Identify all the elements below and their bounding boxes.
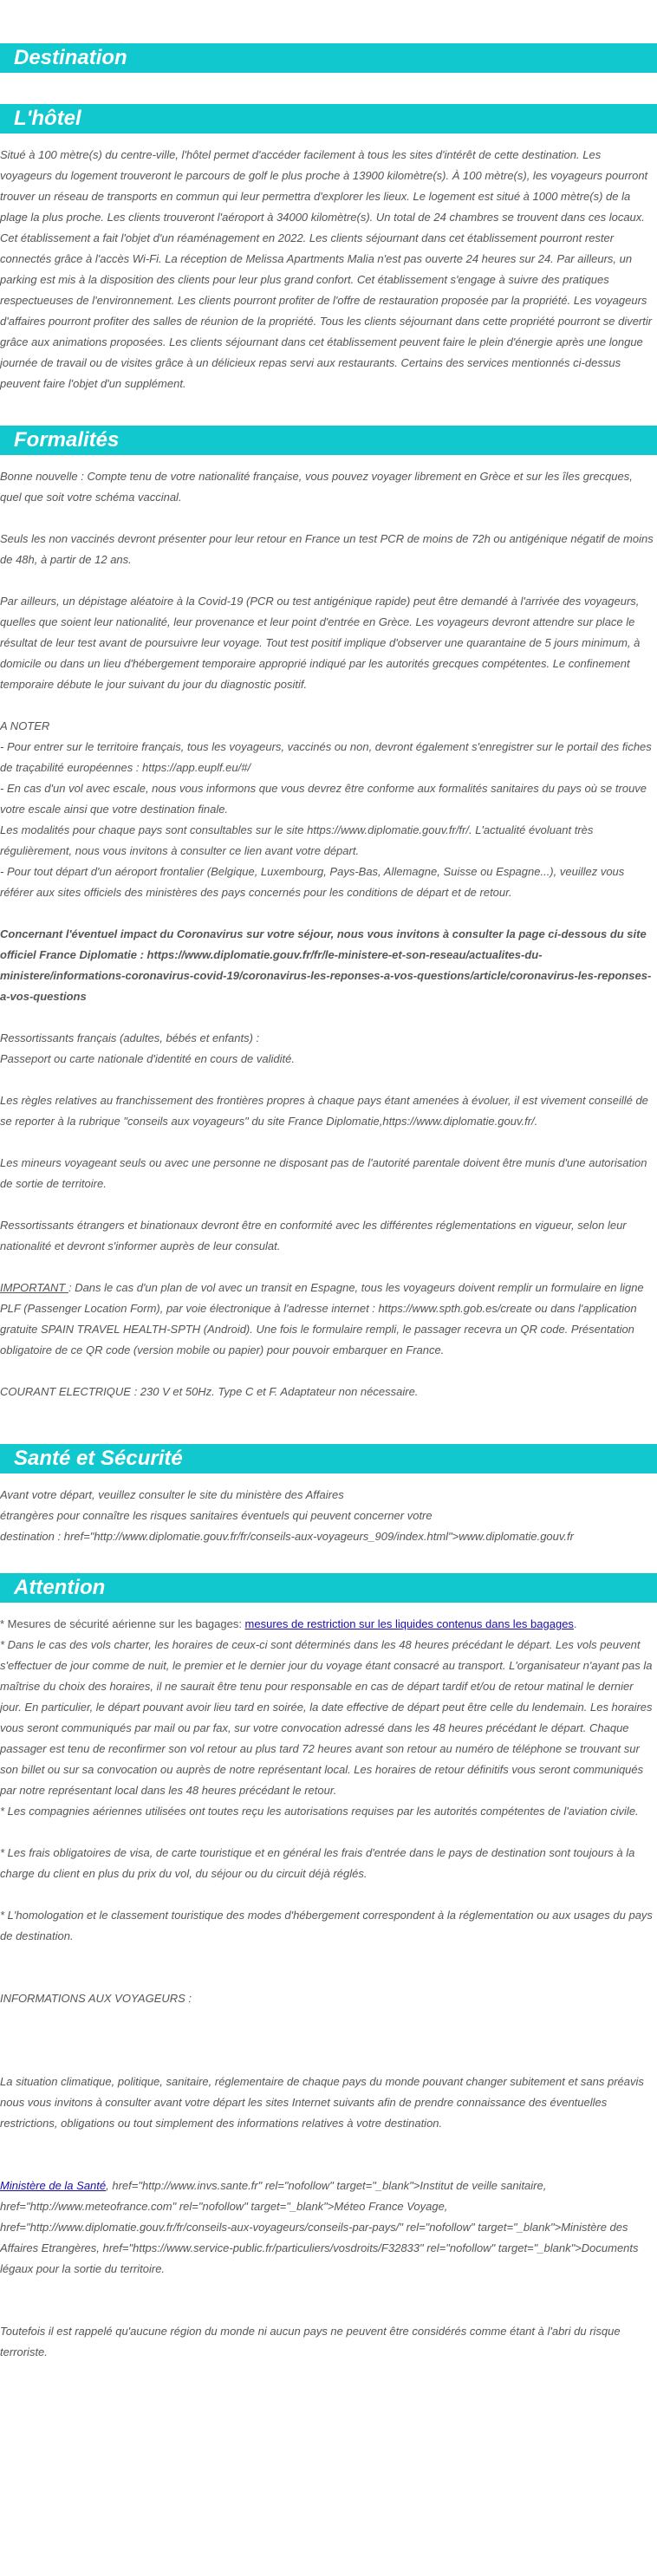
hotel-description: Situé à 100 mètre(s) du centre-ville, l'hôtel permet d'accéder facilement à tous les sites d'intérêt de cette destination. Les voyageurs du logement trouveront le parcours de golf le plus proche à 13900 kilomètre(s). À 100 mètre(s), les voyageurs pourront trouver un réseau de transports en commun qui leur permettra d'explorer les lieux. Le logement est situé à 1000 mètre(s) de la plage la plus proche. Les clients trouveront l'aéroport à 34000 kilomètre(s). Un total de 24 chambres se trouvent dans ces locaux. Cet établissement a fait l'objet d'un réaménagement en 2022. Les clients séjournant dans cet établissement pourront rester connectés grâce à l'accès Wi-Fi. La réception de Melissa Apartments Malia n'est pas ouverte 24 heures sur 24. Par ailleurs, un parking est mis à la disposition des clients pour leur plus grand confort. Cet établissement s'engage à suivre des pratiques respectueuses de l'environnement. Les clients pourront profiter de l'offre de restauration proposée par la propriété. Les voyageurs d'affaires pourront profiter des salles de réunion de la propriété. Tous les clients séjournant dans cette propriété pourront se divertir grâce aux animations proposées. Les clients séjournant dans cet établissement peuvent faire le plein d'énergie après une longue journée de travail ou de visites grâce à un délicieux repas servi aux restaurants. Certains des services mentionnés ci-dessus peuvent faire l'objet d'un supplément. bbox=[0, 148, 653, 390]
note-line-modalites: Les modalités pour chaque pays sont consultables sur le site https://www.diplomatie.gouv.fr/fr/. L'actualité évoluant très régulièrement, nous vous invitons à consulter ce lien avant votre départ. bbox=[0, 823, 594, 857]
mesures-securite bbox=[0, 1614, 657, 1635]
mesures-suffix: . bbox=[573, 1617, 577, 1630]
situation-line-2: nous vous invitons à consulter avant votre départ les sites Internet suivants afin de prendre connaissance des éventuelles restrictions, obligations ou tout simplement des informations relatives à votre destination. bbox=[0, 2096, 608, 2130]
section-header-attention: Attention bbox=[0, 1573, 657, 1603]
formalites-non-vaccines: Seuls les non vaccinés devront présenter pour leur retour en France un test PCR de moins de 72h ou antigénique négatif de moins de 48h, à partir de 12 ans. bbox=[0, 532, 654, 566]
infos-voyageurs-title: INFORMATIONS AUX VOYAGEURS : bbox=[0, 1992, 192, 2005]
note-line-escale: - En cas d'un vol avec escale, nous vous informons que vous devrez être conforme aux formalités sanitaires du pays où se trouve votre escale ainsi que votre destination finale. bbox=[0, 782, 647, 816]
note-line-plf: - Pour entrer sur le territoire français, tous les voyageurs, vaccinés ou non, devront également s'enregistrer sur le portail des fiches de traçabilité européennes : https://app.euplf.eu/#/ bbox=[0, 740, 652, 774]
sante-line-3: destination : href="http://www.diplomatie.gouv.fr/fr/conseils-aux-voyageurs_909/index.html">www.diplomatie.gouv.fr bbox=[0, 1530, 574, 1543]
sites-officiels-rest: , href="http://www.invs.sante.fr" rel="nofollow" target="_blank">Institut de veille sanitaire, href="http://www.meteofrance.com" rel="nofollow" target="_blank">Méteo France Voyage, href="http://www.diplomatie.gouv.fr/fr/conseils-aux-voyageurs/conseils-par-pays/" rel="nofollow" target="_blank">Ministère des Affaires Etrangères, href="https://www.service-public.fr/particuliers/vosdroits/F32833" rel="nofollow" target="_blank">Documents légaux pour la sortie du territoire. bbox=[0, 2179, 639, 2275]
section-header-hotel: L'hôtel bbox=[0, 104, 657, 133]
mineurs-notice: Les mineurs voyageant seuls ou avec une personne ne disposant pas de l'autorité parentale doivent être munis d'une autorisation de sortie de territoire. bbox=[0, 1156, 647, 1190]
note-title: A NOTER bbox=[0, 719, 50, 732]
mesures-prefix: * Mesures de sécurité aérienne sur les bagages: bbox=[0, 1617, 245, 1630]
section-header-formalites: Formalités bbox=[0, 426, 657, 455]
etrangers-notice: Ressortissants étrangers et binationaux devront être en conformité avec les différentes réglementations en vigueur, selon leur nationalité et devront s'informer auprès de leur consulat. bbox=[0, 1219, 627, 1252]
courant-electrique: COURANT ELECTRIQUE : 230 V et 50Hz. Type C et F. Adaptateur non nécessaire. bbox=[0, 1385, 419, 1398]
important-label: IMPORTANT bbox=[0, 1281, 68, 1294]
sante-line-2: étrangères pour connaître les risques sanitaires éventuels qui peuvent concerner votre bbox=[0, 1509, 433, 1522]
risque-terroriste: Toutefois il est rappelé qu'aucune région du monde ni aucun pays ne peuvent être considérés comme étant à l'abri du risque terroriste. bbox=[0, 2325, 621, 2358]
note-line-frontalier: - Pour tout départ d'un aéroport frontalier (Belgique, Luxembourg, Pays-Bas, Allemagne, Suisse ou Espagne...), veuillez vous référer aux sites officiels des ministères des pays concernés pour les conditions de départ et de retour. bbox=[0, 865, 625, 899]
sites-officiels bbox=[0, 2176, 657, 2280]
sante-line-1: Avant votre départ, veuillez consulter le site du ministère des Affaires bbox=[0, 1488, 344, 1501]
formalites-depistage: Par ailleurs, un dépistage aléatoire à la Covid-19 (PCR ou test antigénique rapide) peut être demandé à l'arrivée des voyageurs, quelles que soient leur nationalité, leur provenance et leur point d'entrée en Grèce. Les voyageurs devront attendre sur place le résultat de leur test avant de poursuivre leur voyage. Tout test positif implique d'observer une quarantaine de 5 jours minimum, à domicile ou dans un lieu d'hébergement temporaire approprié indiqué par les autorités grecques compétentes. Le confinement temporaire débute le jour suivant du jour du diagnostic positif. bbox=[0, 595, 641, 691]
important-text: : Dans le cas d'un plan de vol avec un transit en Espagne, tous les voyageurs doivent remplir un formulaire en ligne PLF (Passenger Location Form), par voie électronique à l'adresse internet : https://www.spth.gob.es/create ou dans l'application gratuite SPAIN TRAVEL HEALTH-SPTH (Android). Une fois le formulaire rempli, le passager recevra un QR code. Présentation obligatoire de ce QR code (version mobile ou papier) pour pouvoir embarquer en France. bbox=[0, 1281, 644, 1356]
mesures-restriction-link[interactable]: mesures de restriction sur les liquides contenus dans les bagages bbox=[244, 1617, 574, 1630]
homologation: * L'homologation et le classement touristique des modes d'hébergement correspondent à la réglementation ou aux usages du pays de destination. bbox=[0, 1909, 653, 1942]
ministere-sante-link[interactable]: Ministère de la Santé bbox=[0, 2179, 107, 2192]
section-header-destination: Destination bbox=[0, 43, 657, 73]
horaires-vols: * Dans le cas des vols charter, les horaires de ceux-ci sont déterminés dans les 48 heures précédant le départ. Les vols peuvent s'effectuer de jour comme de nuit, le premier et le dernier jour du voyage étant consacré au transport. L'organisateur n'ayant pas la maîtrise du choix des horaires, il ne saurait être tenu pour responsable en cas de départ tardif et/ou de retour matinal le dernier jour. En particulier, le départ pouvant avoir lieu tard en soirée, la date effective de départ peut être celle du lendemain. Les horaires vous seront communiqués par mail ou par fax, sur votre convocation adressé dans les 48 heures précédant le départ. Chaque passager est tenu de reconfirmer son vol retour au plus tard 72 heures avant son retour au numéro de téléphone se trouvant sur son billet ou sur sa convocation ou auprès de notre représentant local. Les horaires de retour définitifs vous seront communiqués par notre représentant local dans les 48 heures précédant le retour. bbox=[0, 1638, 653, 1797]
important-notice bbox=[0, 1278, 657, 1361]
section-header-sante: Santé et Sécurité bbox=[0, 1444, 657, 1473]
covid-impact-notice: Concernant l'éventuel impact du Coronavirus sur votre séjour, nous vous invitons à consulter la page ci-dessous du site officiel France Diplomatie : https://www.diplomatie.gouv.fr/fr/le-ministere-et-son-reseau/actualites-du-ministere/informations-coronavirus-covid-19/coronavirus-les-reponses-a-vos-questions/article/coronavirus-les-reponses-a-vos-questions bbox=[0, 927, 652, 1003]
regles-frontieres: Les règles relatives au franchissement des frontières propres à chaque pays étant amenées à évoluer, il est vivement conseillé de se reporter à la rubrique "conseils aux voyageurs" du site France Diplomatie,https://www.diplomatie.gouv.fr/. bbox=[0, 1094, 648, 1128]
situation-line-1: La situation climatique, politique, sanitaire, réglementaire de chaque pays du monde pouvant changer subitement et sans préavis bbox=[0, 2075, 644, 2088]
frais-obligatoires: * Les frais obligatoires de visa, de carte touristique et en général les frais d'entrée dans le pays de destination sont toujours à la charge du client en plus du prix du vol, du séjour ou du circuit déjà réglés. bbox=[0, 1846, 635, 1880]
ressortissants-title: Ressortissants français (adultes, bébés et enfants) : bbox=[0, 1031, 260, 1044]
formalites-good-news: Bonne nouvelle : Compte tenu de votre nationalité française, vous pouvez voyager librement en Grèce et sur les îles grecques, quel que soit votre schéma vaccinal. bbox=[0, 470, 633, 504]
ressortissants-passeport: Passeport ou carte nationale d'identité en cours de validité. bbox=[0, 1052, 295, 1065]
compagnies-aeriennes: * Les compagnies aériennes utilisées ont toutes reçu les autorisations requises par les autorités compétentes de l'aviation civile. bbox=[0, 1805, 639, 1818]
